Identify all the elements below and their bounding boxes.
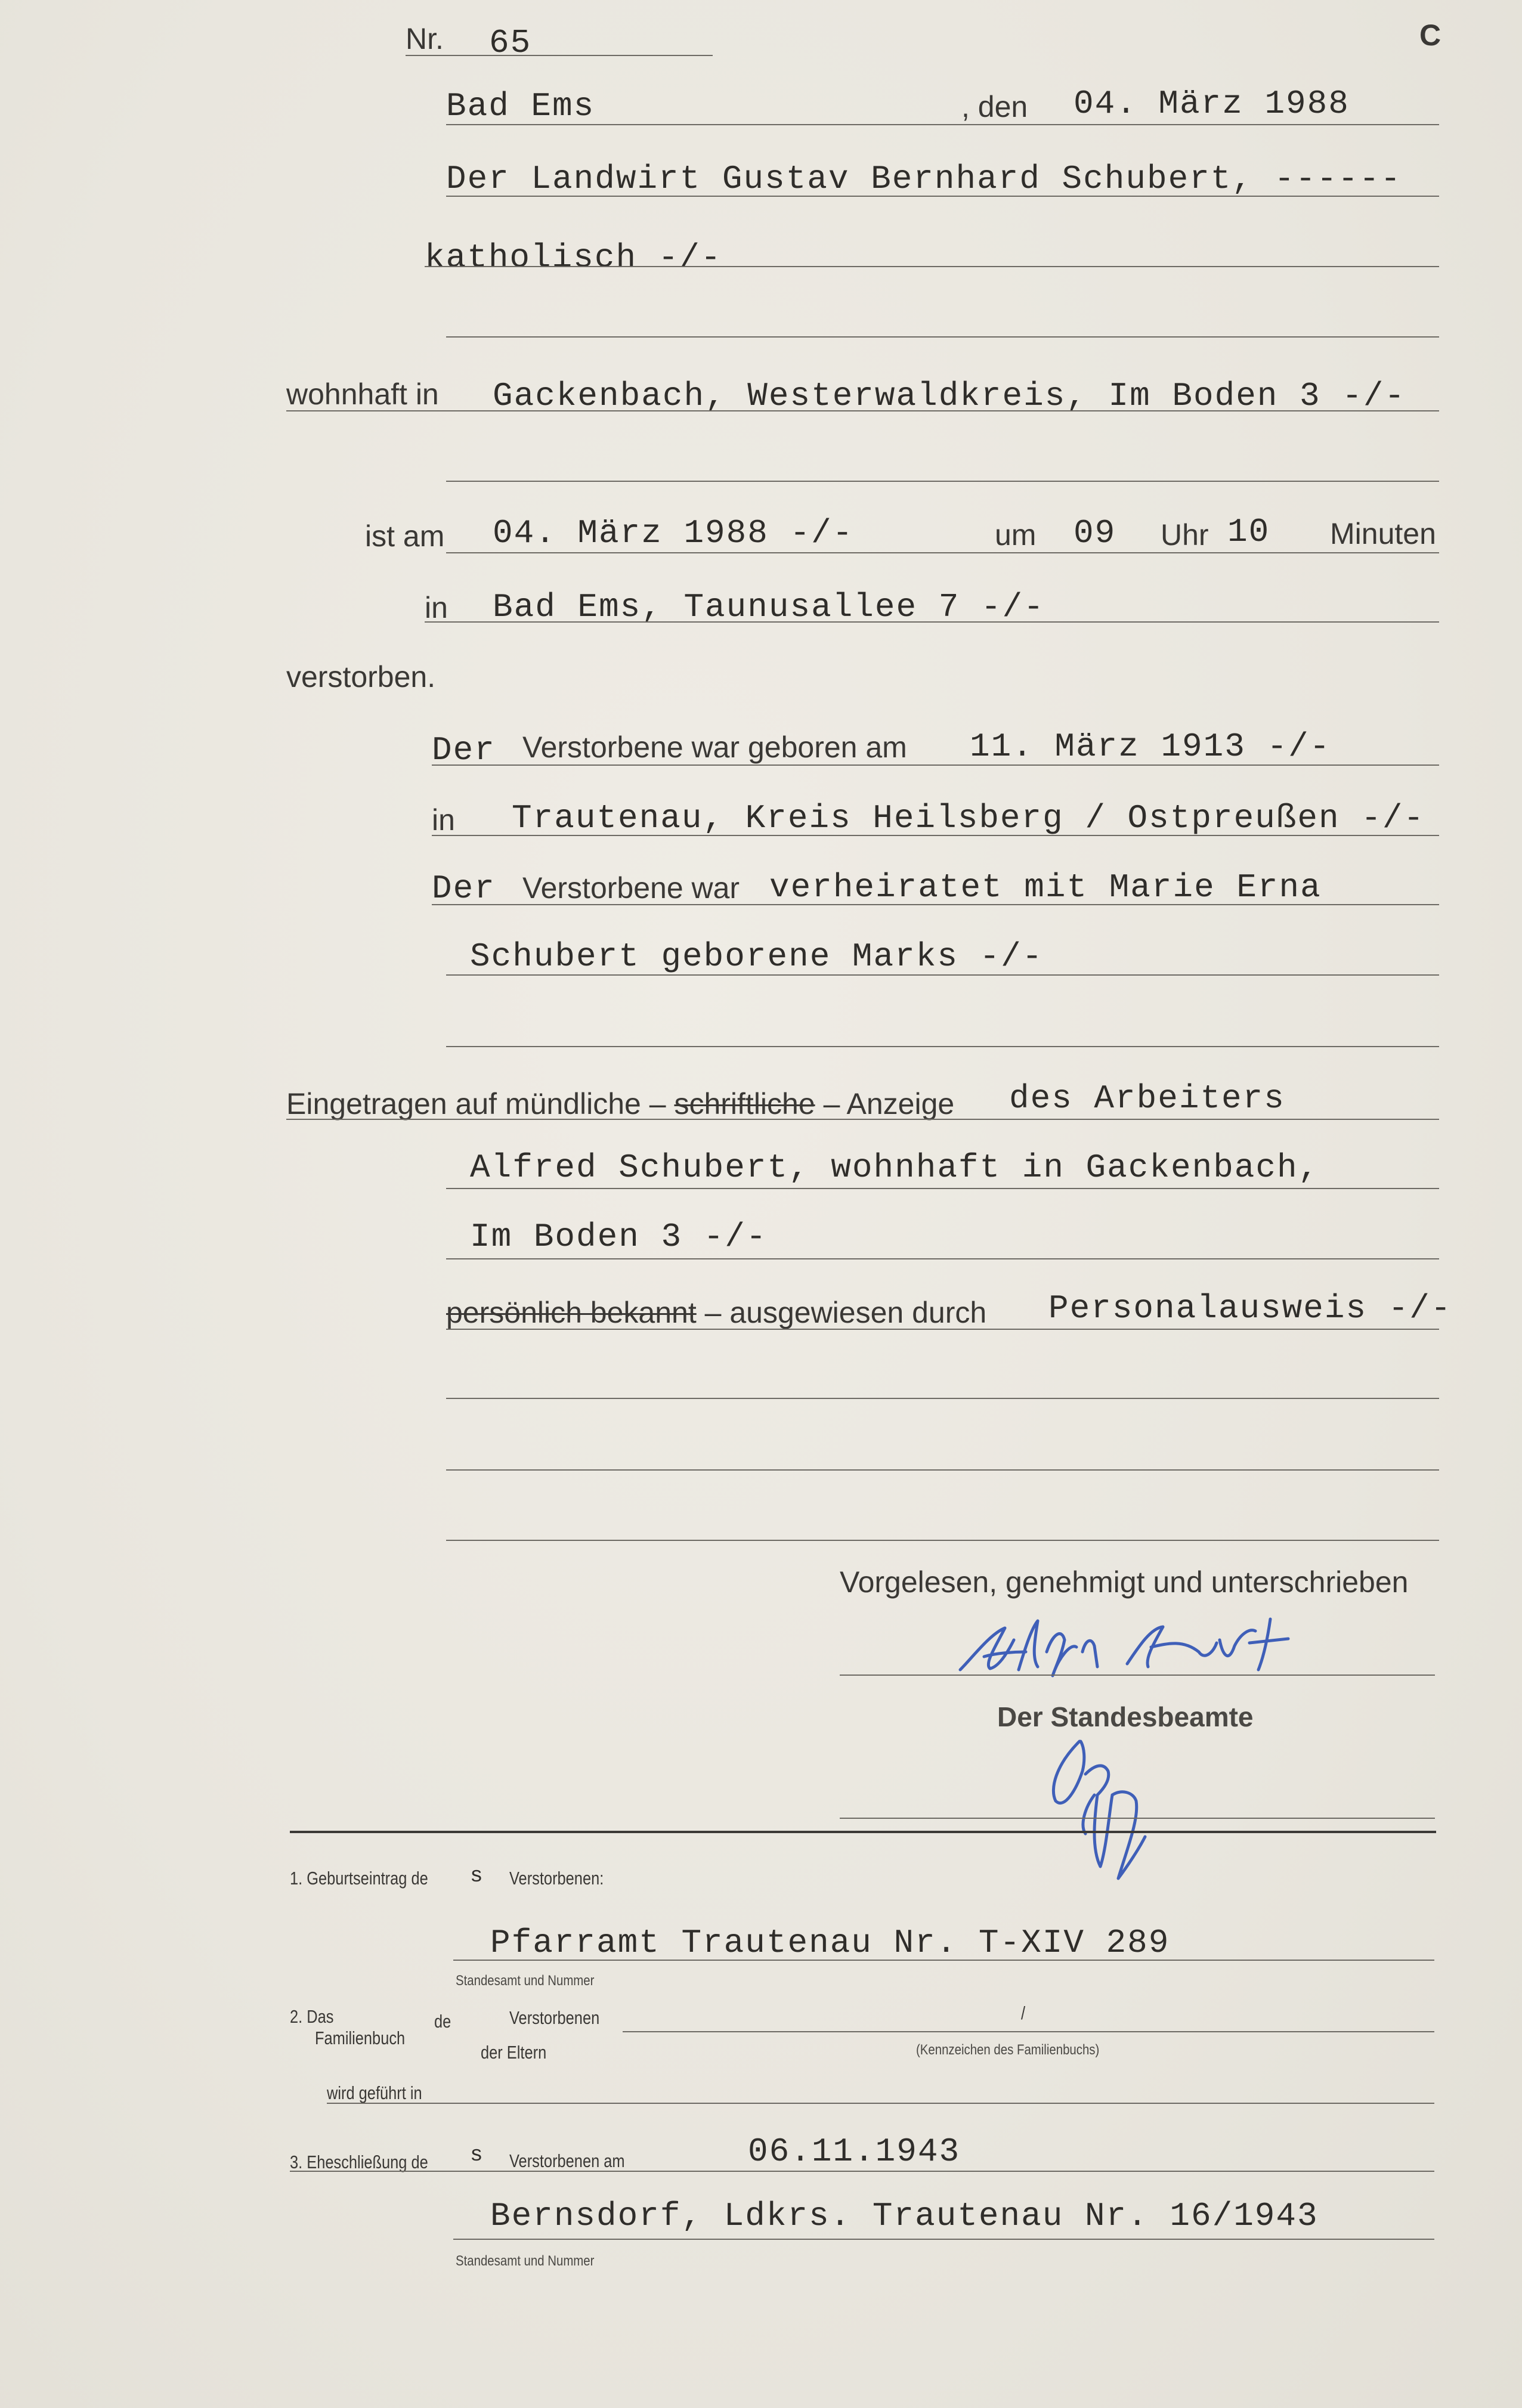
birth-place: Trautenau, Kreis Heilsberg / Ostpreußen -/- — [512, 799, 1425, 837]
corner-letter: C — [1419, 18, 1441, 52]
rule — [432, 904, 1439, 905]
identification-struck: persönlich bekannt — [446, 1296, 697, 1329]
informant-label-struck: schriftliche — [674, 1087, 815, 1121]
rule — [446, 1188, 1439, 1189]
item1-suffix: Verstorbenen: — [509, 1868, 604, 1889]
rule — [446, 196, 1439, 197]
signature-line-informant — [840, 1675, 1435, 1676]
item2-option-parents: der Eltern — [481, 2042, 547, 2063]
item1-value: Pfarramt Trautenau Nr. T-XIV 289 — [490, 1924, 1170, 1962]
informant-label — [286, 1089, 954, 1119]
rule — [446, 1329, 1439, 1330]
register-place: Bad Ems — [446, 87, 595, 125]
rule — [327, 2103, 1434, 2104]
informant-signature — [948, 1610, 1306, 1682]
rule — [286, 410, 1439, 411]
item3-value: Bernsdorf, Ldkrs. Trautenau Nr. 16/1943 — [490, 2197, 1319, 2235]
residence-label: wohnhaft in — [286, 377, 439, 411]
item3-s: s — [470, 2143, 484, 2167]
married-label: Verstorbene war — [522, 871, 740, 905]
nr-label: Nr. — [406, 22, 444, 55]
official-label: Der Standesbeamte — [997, 1701, 1254, 1732]
item1-label: 1. Geburtseintrag de — [290, 1868, 428, 1889]
informant-line-1: des Arbeiters — [1009, 1079, 1285, 1118]
identification-value: Personalausweis -/- — [1048, 1289, 1452, 1327]
nr-value: 65 — [489, 24, 532, 62]
birth-label: Verstorbene war geboren am — [522, 731, 907, 764]
birth-in-label: in — [432, 803, 455, 837]
item2-slash: / — [1021, 2002, 1026, 2023]
identification-label — [446, 1298, 986, 1327]
uhr-label: Uhr — [1161, 518, 1209, 552]
nr-line — [406, 55, 713, 56]
rule — [453, 2239, 1434, 2240]
birth-prefix: Der — [432, 731, 496, 769]
item2-de: de — [434, 2011, 451, 2032]
married-text-1: verheiratet mit Marie Erna — [769, 868, 1322, 906]
residence-value: Gackenbach, Westerwaldkreis, Im Boden 3 -/- — [493, 377, 1406, 415]
married-prefix: Der — [432, 869, 496, 908]
section-divider — [290, 1831, 1436, 1833]
rule — [446, 552, 1439, 553]
item1-caption: Standesamt und Nummer — [456, 1973, 595, 1989]
death-place: Bad Ems, Taunusallee 7 -/- — [493, 588, 1045, 626]
place-date-line — [446, 124, 1439, 125]
item2-caption: (Kennzeichen des Familienbuchs) — [916, 2042, 1100, 2058]
rule — [290, 2171, 1434, 2172]
item3-caption: Standesamt und Nummer — [456, 2253, 595, 2269]
died-label: ist am — [365, 519, 445, 553]
item1-s: s — [470, 1864, 484, 1888]
informant-label-pre: Eingetragen auf mündliche – — [286, 1087, 666, 1121]
death-date: 04. März 1988 -/- — [493, 514, 854, 552]
time-um-label: um — [995, 518, 1037, 552]
rule — [425, 621, 1439, 623]
birth-date: 11. März 1913 -/- — [970, 728, 1331, 766]
rule — [446, 1398, 1439, 1399]
official-signature — [1038, 1729, 1181, 1896]
rule — [286, 1119, 1439, 1120]
rule — [446, 1469, 1439, 1471]
deceased-line-2: katholisch -/- — [425, 239, 722, 277]
death-minutes: 10 — [1227, 513, 1270, 551]
rule — [446, 336, 1439, 338]
informant-line-2: Alfred Schubert, wohnhaft in Gackenbach, — [470, 1149, 1320, 1187]
rule — [623, 2031, 1434, 2032]
verstorben-label: verstorben. — [286, 660, 436, 694]
signature-line-official — [840, 1818, 1435, 1819]
minutes-label: Minuten — [1330, 517, 1436, 550]
rule — [432, 765, 1439, 766]
register-date: 04. März 1988 — [1074, 85, 1350, 123]
rule — [446, 1046, 1439, 1047]
place-in-label: in — [425, 591, 448, 624]
deceased-line-1: Der Landwirt Gustav Bernhard Schubert, ------ — [446, 160, 1402, 198]
read-approved-text: Vorgelesen, genehmigt und unterschrieben — [840, 1565, 1409, 1599]
item2-option-deceased: Verstorbenen — [509, 2007, 600, 2028]
informant-line-3: Im Boden 3 -/- — [470, 1218, 768, 1256]
death-hour: 09 — [1074, 514, 1116, 552]
rule — [453, 1960, 1434, 1961]
item3-suffix: Verstorbenen am — [509, 2150, 625, 2171]
married-text-2: Schubert geborene Marks -/- — [470, 937, 1044, 976]
item3-date: 06.11.1943 — [748, 2132, 961, 2171]
item2-kept-in: wird geführt in — [327, 2082, 422, 2103]
rule — [446, 1258, 1439, 1259]
item3-label: 3. Eheschließung de — [290, 2152, 428, 2172]
item2-number: 2. Das — [290, 2006, 334, 2027]
date-prefix: , den — [961, 90, 1028, 123]
rule — [432, 835, 1439, 836]
rule — [446, 1540, 1439, 1541]
rule — [425, 266, 1439, 267]
rule — [446, 974, 1439, 976]
informant-label-post: – Anzeige — [823, 1087, 955, 1121]
item2-label: Familienbuch — [315, 2028, 406, 2048]
identification-text: – ausgewiesen durch — [704, 1296, 987, 1329]
rule — [446, 481, 1439, 482]
